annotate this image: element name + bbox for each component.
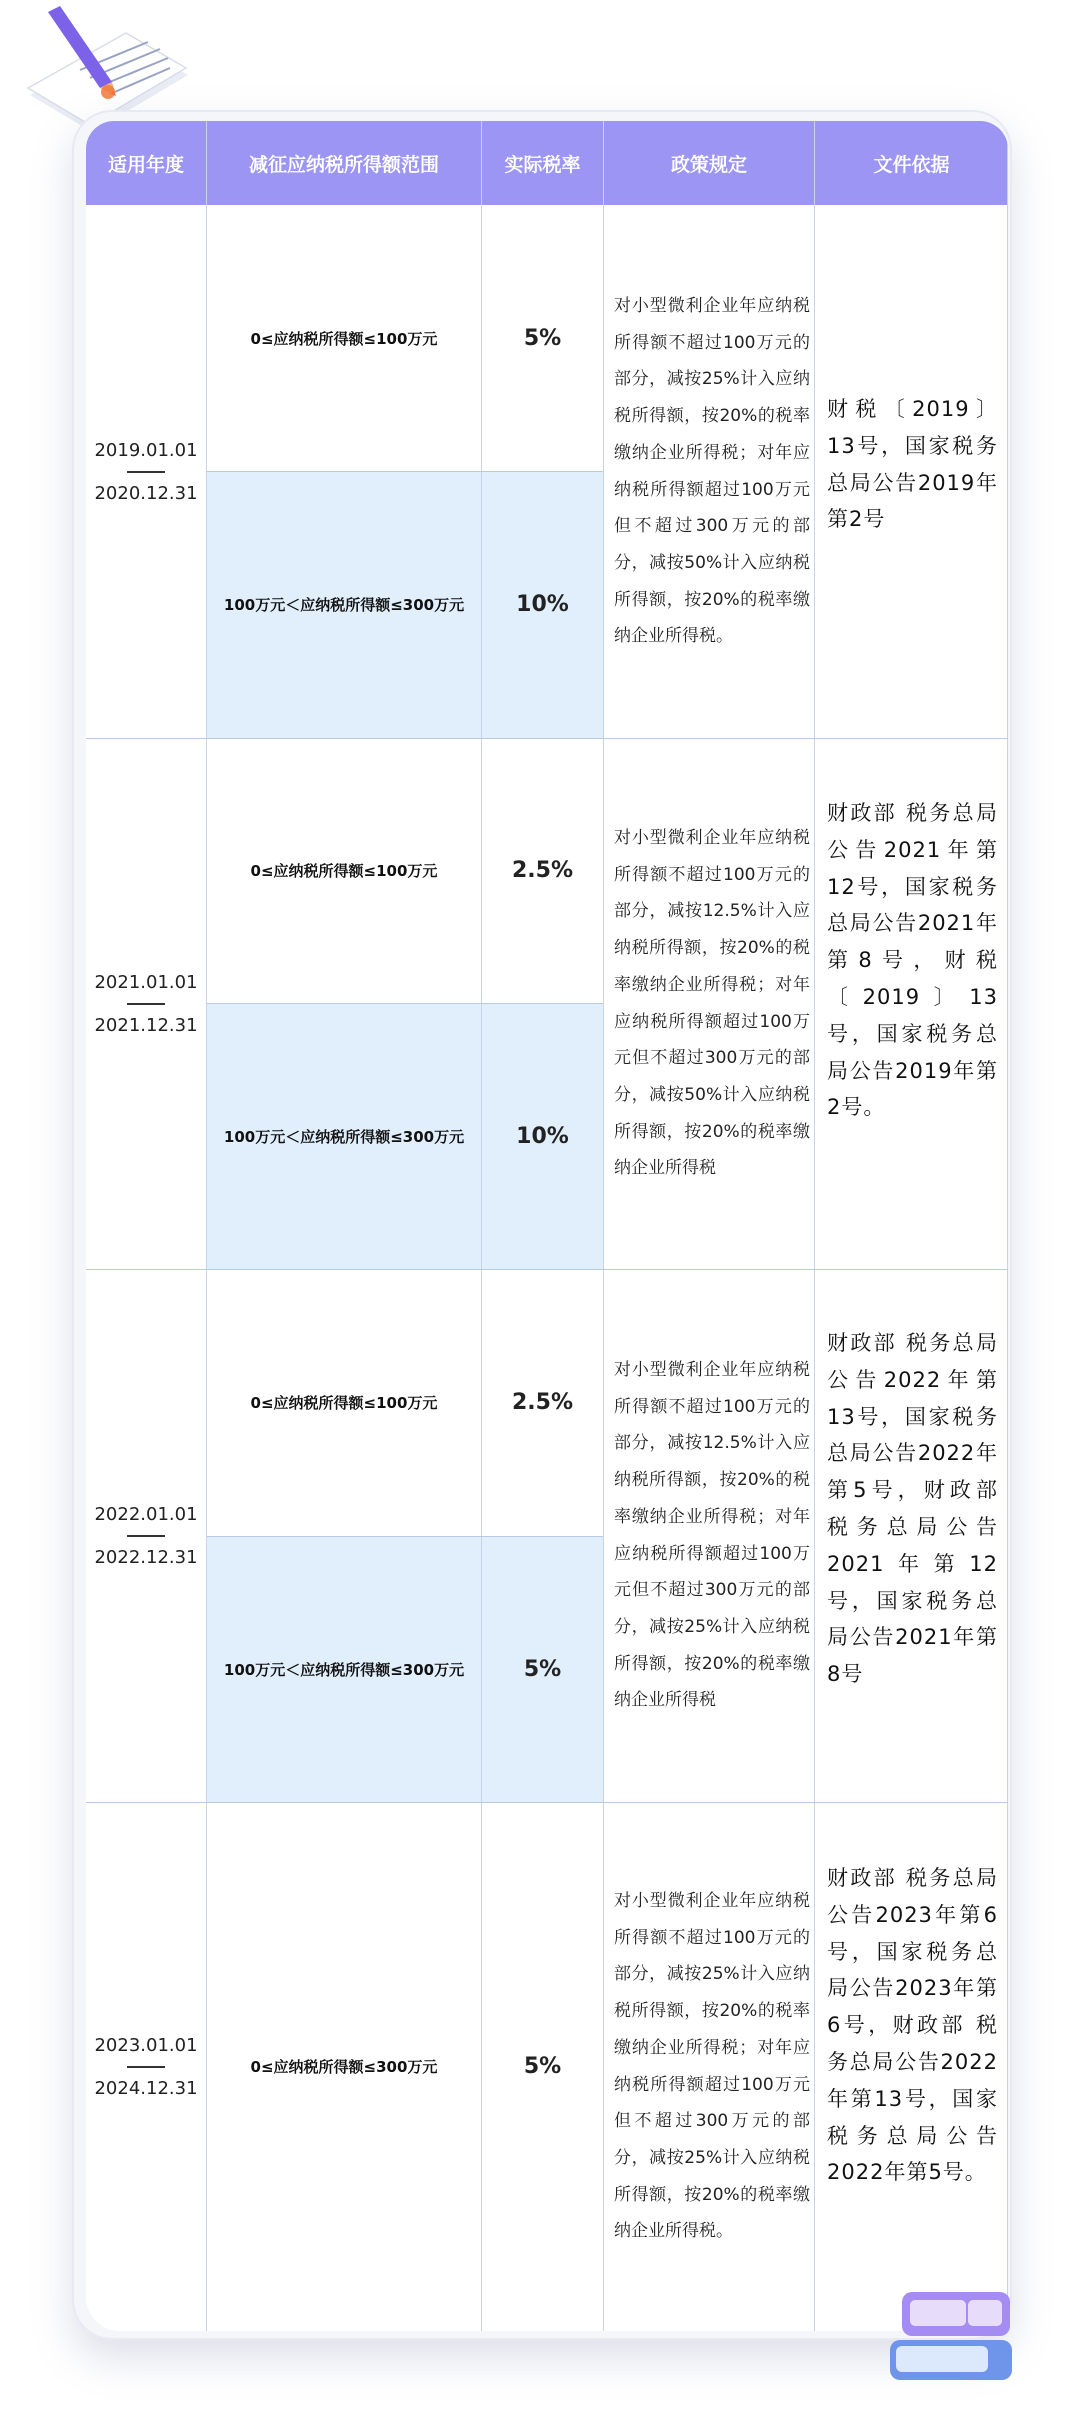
header-policy: 政策规定 [670, 153, 747, 176]
column-divider [603, 121, 604, 2331]
period-end: 2024.12.31 [94, 2077, 198, 2099]
policy-text: 对小型微利企业年应纳税所得额不超过100万元的部分，减按25%计入应纳税所得额，按20%的税率缴纳企业所得税；对年应纳税所得额超过100万元但不超过300万元的部分，减按50%计入应纳税所得额，按20%的税率缴纳企业所得税。 [614, 295, 810, 647]
rate-cell: 10% [482, 1003, 603, 1269]
range-cell: 100万元＜应纳税所得额≤300万元 [207, 1003, 481, 1269]
document-reference: 财税〔2019〕13号，国家税务总局公告2019年第2号 [827, 397, 998, 532]
period-start: 2021.01.01 [94, 971, 198, 993]
rate-cell: 10% [482, 471, 603, 738]
subrow-divider [207, 1536, 603, 1537]
range-cell: 0≤应纳税所得额≤300万元 [250, 2058, 438, 2076]
date-separator [127, 2066, 165, 2068]
period-dates [86, 1269, 206, 1802]
subrow-divider [207, 471, 603, 472]
period-end: 2022.12.31 [94, 1546, 198, 1568]
period-dates [86, 738, 206, 1269]
row-divider [86, 1802, 1008, 1803]
books-icon [882, 2278, 1022, 2398]
column-divider [1007, 121, 1008, 2331]
range-cell: 100万元＜应纳税所得额≤300万元 [207, 471, 481, 738]
period-start: 2019.01.01 [94, 439, 198, 461]
range-cell: 100万元＜应纳税所得额≤300万元 [207, 1536, 481, 1802]
policy-text: 对小型微利企业年应纳税所得额不超过100万元的部分，减按25%计入应纳税所得额，按20%的税率缴纳企业所得税；对年应纳税所得额超过100万元但不超过300万元的部分，减按25%计入应纳税所得额，按20%的税率缴纳企业所得税。 [614, 1890, 810, 2242]
range-cell: 0≤应纳税所得额≤100万元 [250, 1394, 438, 1412]
rate-cell: 2.5% [511, 1390, 573, 1415]
subrow-divider [207, 1003, 603, 1004]
document-reference: 财政部 税务总局公告2021年第12号，国家税务总局公告2021年第8号，财税〔2019〕13号，国家税务总局公告2019年第2号。 [827, 801, 998, 1120]
date-separator [127, 1535, 165, 1537]
rate-cell: 5% [523, 2054, 562, 2079]
range-cell: 0≤应纳税所得额≤100万元 [250, 329, 438, 348]
table-header [86, 121, 1008, 205]
period-dates [86, 205, 206, 738]
row-divider [86, 1269, 1008, 1270]
column-divider [814, 121, 815, 2331]
date-separator [127, 471, 165, 473]
tax-policy-table [86, 121, 1008, 2331]
period-start: 2022.01.01 [94, 1503, 198, 1525]
rate-cell: 2.5% [511, 858, 573, 883]
header-range: 减征应纳税所得额范围 [248, 153, 439, 176]
column-divider [481, 121, 482, 2331]
document-reference: 财政部 税务总局公告2022年第13号，国家税务总局公告2022年第5号，财政部 税务总局公告2021年第12号，国家税务总局公告2021年第8号 [827, 1331, 998, 1687]
policy-text: 对小型微利企业年应纳税所得额不超过100万元的部分，减按12.5%计入应纳税所得额，按20%的税率缴纳企业所得税；对年应纳税所得额超过100万元但不超过300万元的部分，减按25%计入应纳税所得额，按20%的税率缴纳企业所得税 [614, 1359, 810, 1711]
header-year: 适用年度 [107, 153, 184, 176]
period-start: 2023.01.01 [94, 2034, 198, 2056]
header-rate: 实际税率 [504, 153, 581, 176]
header-document: 文件依据 [873, 153, 950, 176]
policy-text: 对小型微利企业年应纳税所得额不超过100万元的部分，减按12.5%计入应纳税所得额，按20%的税率缴纳企业所得税；对年应纳税所得额超过100万元但不超过300万元的部分，减按50%计入应纳税所得额，按20%的税率缴纳企业所得税 [614, 827, 810, 1179]
row-divider [86, 738, 1008, 739]
period-end: 2020.12.31 [94, 482, 198, 504]
column-divider [206, 121, 207, 2331]
document-reference: 财政部 税务总局公告2023年第6号，国家税务总局公告2023年第6号，财政部 税务总局公告2022年第13号，国家税务总局公告2022年第5号。 [827, 1866, 998, 2185]
rate-cell: 5% [482, 1536, 603, 1802]
date-separator [127, 1003, 165, 1005]
period-dates [86, 1802, 206, 2331]
range-cell: 0≤应纳税所得额≤100万元 [250, 862, 438, 880]
rate-cell: 5% [523, 325, 562, 351]
period-end: 2021.12.31 [94, 1014, 198, 1036]
